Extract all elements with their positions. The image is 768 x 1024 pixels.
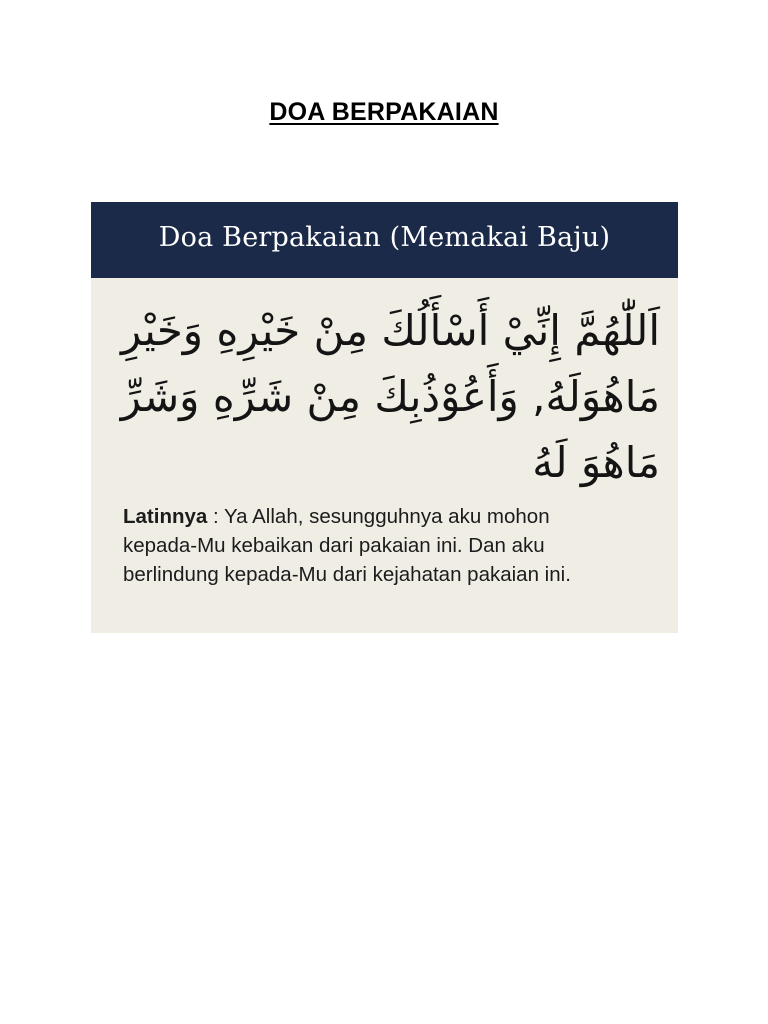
latin-text: : Ya Allah, sesungguhnya aku mohon kepada-Mu kebaikan dari pakaian ini. Dan aku berlindung kepada-Mu dari kejahatan pakaian ini.: [123, 505, 571, 586]
card-header-title: Doa Berpakaian (Memakai Baju): [158, 221, 611, 253]
page-title: DOA BERPAKAIAN: [269, 98, 499, 126]
latin-label: Latinnya: [123, 505, 208, 528]
latin-translation: [123, 502, 623, 589]
arabic-prayer-text: اَللّٰهُمَّ إِنِّيْ أَسْأَلُكَ مِنْ خَيْرِهِ وَخَيْرِ مَاهُوَلَهُ, وَأَعُوْذُبِكَ مِنْ شَرِّهِ وَشَرِّ مَاهُوَ لَهُ: [120, 306, 660, 487]
card-header: [91, 202, 678, 278]
prayer-card: [91, 202, 678, 633]
